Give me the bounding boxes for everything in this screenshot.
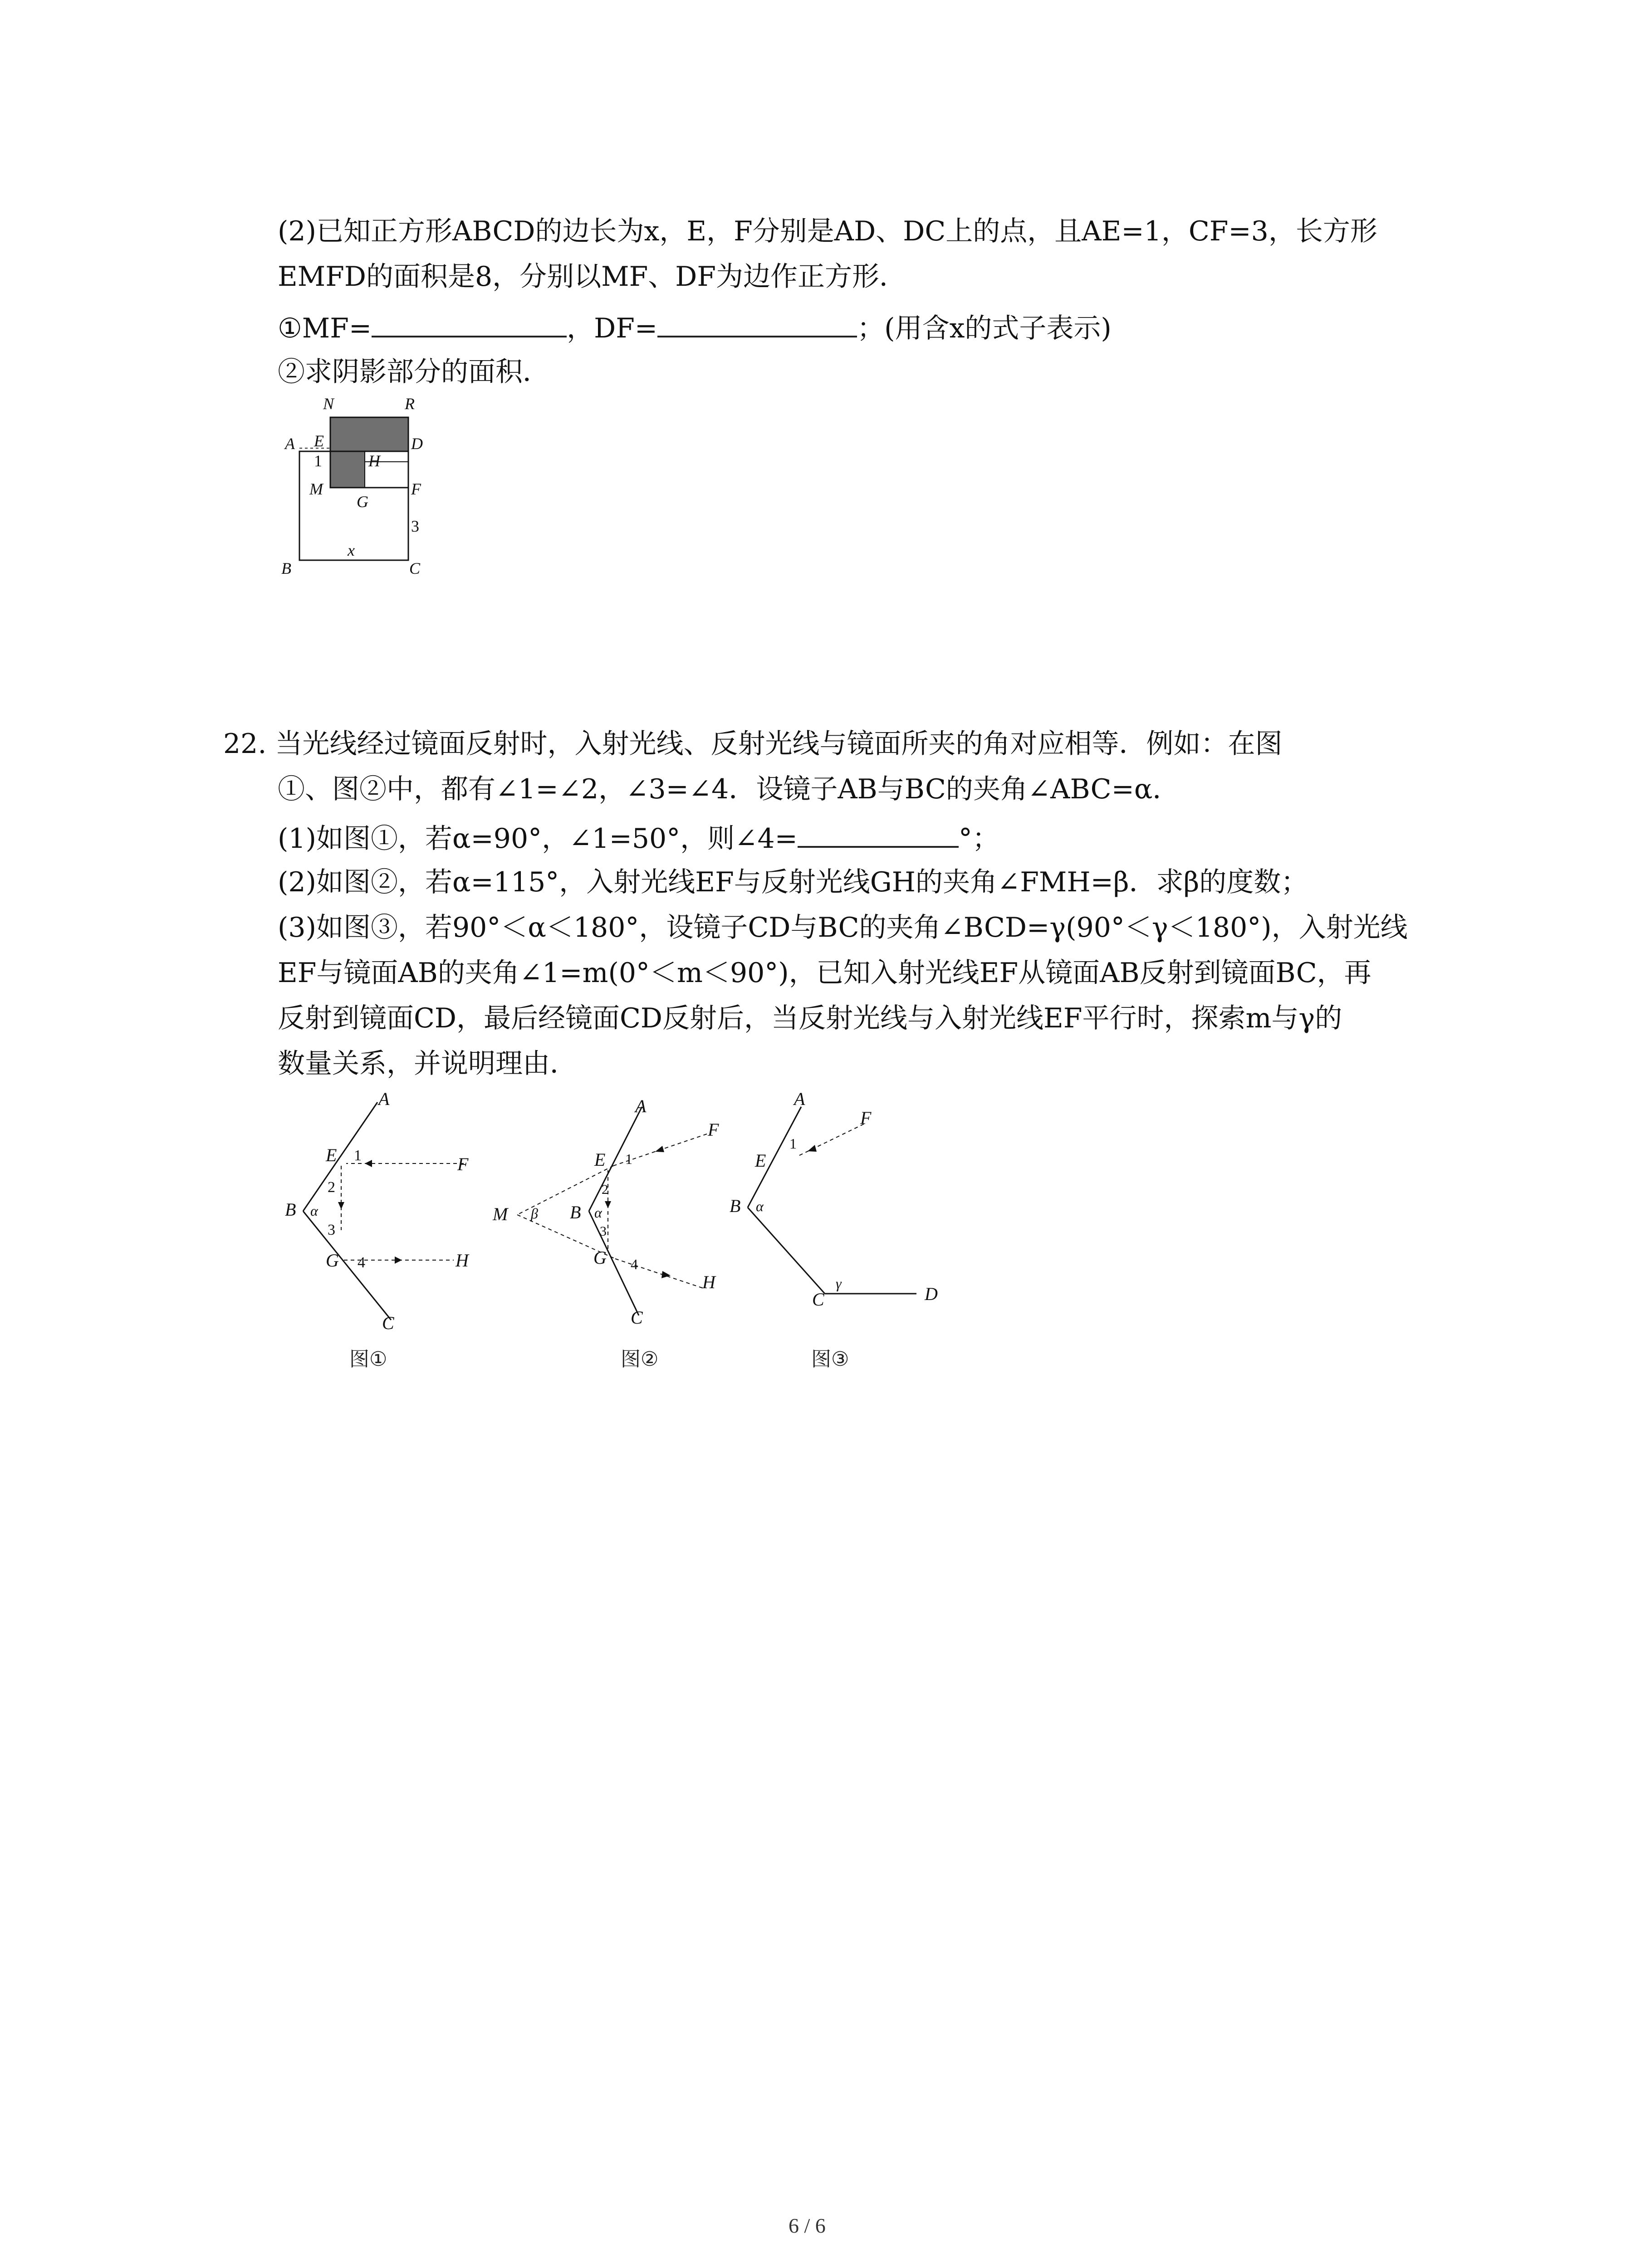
svg-text:A: A [635, 1096, 647, 1116]
svg-text:1: 1 [789, 1135, 797, 1152]
q22-line-7: 反射到镜面CD，最后经镜面CD反射后，当反射光线与入射光线EF平行时，探索m与γ的 [278, 1002, 1342, 1034]
q22-line-5: (3)如图③，若90°＜α＜180°，设镜子CD与BC的夹角∠BCD=γ(90°＜γ＜180°)，入射光线 [278, 912, 1408, 943]
svg-text:3: 3 [600, 1224, 607, 1239]
q21-mf-label: ①MF= [278, 313, 372, 344]
q22-line-2: ①、图②中，都有∠1=∠2，∠3=∠4．设镜子AB与BC的夹角∠ABC=α． [278, 773, 1180, 805]
svg-text:E: E [326, 1145, 337, 1165]
svg-text:B: B [570, 1202, 581, 1222]
svg-text:M: M [493, 1204, 508, 1224]
svg-text:4: 4 [358, 1254, 365, 1271]
svg-text:β: β [531, 1205, 538, 1222]
svg-text:A: A [285, 435, 295, 453]
q21-line-4: ②求阴影部分的面积． [278, 356, 550, 388]
svg-text:F: F [457, 1154, 469, 1174]
svg-text:B: B [730, 1196, 741, 1216]
fig2-labels [492, 1096, 719, 1328]
fig3-labels [730, 1089, 938, 1310]
svg-text:2: 2 [602, 1182, 608, 1197]
q21-line-3 [278, 308, 1112, 347]
fig1-labels [285, 1089, 470, 1333]
svg-text:1: 1 [314, 452, 322, 470]
svg-text:D: D [925, 1284, 938, 1304]
fig2-caption: 图② [621, 1348, 659, 1371]
q22-angle4-blank[interactable] [798, 819, 959, 848]
q21-line-1: (2)已知正方形ABCD的边长为x，E，F分别是AD、DC上的点，且AE=1，CF=3，长方形 [278, 215, 1377, 247]
svg-text:N: N [323, 395, 334, 413]
svg-text:G: G [326, 1250, 339, 1271]
svg-text:R: R [405, 395, 415, 413]
svg-text:E: E [594, 1149, 606, 1170]
svg-text:C: C [812, 1289, 824, 1310]
q21-hint: ；(用含x的式子表示) [857, 313, 1112, 344]
q21-df-blank[interactable] [657, 308, 857, 337]
svg-text:F: F [708, 1119, 719, 1140]
q22-figure-3 [717, 1089, 971, 1343]
q21-square-figure [272, 390, 463, 590]
svg-text:H: H [456, 1250, 469, 1271]
svg-text:C: C [409, 559, 421, 577]
q21-mf-blank[interactable] [372, 308, 567, 337]
q22-line-8: 数量关系，并说明理由． [278, 1048, 577, 1080]
svg-text:E: E [314, 432, 324, 450]
q22-degree: °； [958, 823, 999, 855]
svg-text:H: H [368, 452, 380, 470]
q22-figure-2 [472, 1089, 744, 1343]
svg-text:A: A [378, 1089, 390, 1109]
q22-figure-1 [272, 1089, 499, 1343]
svg-text:C: C [382, 1313, 394, 1333]
svg-text:G: G [593, 1247, 607, 1268]
q22-part1-text: (1)如图①，若α=90°，∠1=50°，则∠4= [278, 823, 798, 855]
svg-text:F: F [411, 480, 421, 498]
shaded-rect-left [330, 451, 365, 488]
q22-line-1: 22. 当光线经过镜面反射时，入射光线、反射光线与镜面所夹的角对应相等．例如：在图 [223, 728, 1283, 760]
svg-text:B: B [281, 559, 291, 577]
svg-text:α: α [310, 1202, 318, 1219]
q22-line-4: (2)如图②，若α=115°，入射光线EF与反射光线GH的夹角∠FMH=β．求β的度数； [278, 866, 1308, 898]
svg-text:3: 3 [411, 517, 419, 535]
svg-text:M: M [309, 480, 323, 498]
shaded-rect-top [330, 417, 408, 451]
q22-line-3 [278, 819, 999, 857]
q22-line-6: EF与镜面AB的夹角∠1=m(0°＜m＜90°)，已知入射光线EF从镜面AB反射到镜面BC，再 [278, 957, 1372, 989]
svg-text:1: 1 [354, 1147, 362, 1164]
svg-text:α: α [594, 1204, 602, 1221]
svg-text:1: 1 [625, 1151, 632, 1167]
svg-text:C: C [631, 1307, 643, 1328]
fig1-caption: 图① [349, 1348, 387, 1371]
svg-text:3: 3 [328, 1222, 335, 1238]
svg-text:x: x [348, 541, 355, 559]
svg-text:4: 4 [631, 1256, 638, 1272]
svg-text:H: H [702, 1272, 715, 1292]
page-number: 6 / 6 [789, 2214, 826, 2237]
svg-text:D: D [411, 435, 423, 453]
q21-df-label: ，DF= [567, 313, 658, 344]
svg-text:α: α [756, 1198, 764, 1214]
svg-text:E: E [755, 1150, 766, 1171]
q21-line-2: EMFD的面积是8，分别以MF、DF为边作正方形． [278, 261, 906, 293]
svg-text:B: B [285, 1199, 296, 1220]
svg-text:F: F [860, 1108, 872, 1128]
svg-text:2: 2 [328, 1179, 335, 1196]
svg-text:G: G [357, 493, 368, 511]
svg-text:γ: γ [836, 1275, 842, 1291]
svg-text:A: A [794, 1089, 805, 1109]
fig3-caption: 图③ [811, 1348, 849, 1371]
